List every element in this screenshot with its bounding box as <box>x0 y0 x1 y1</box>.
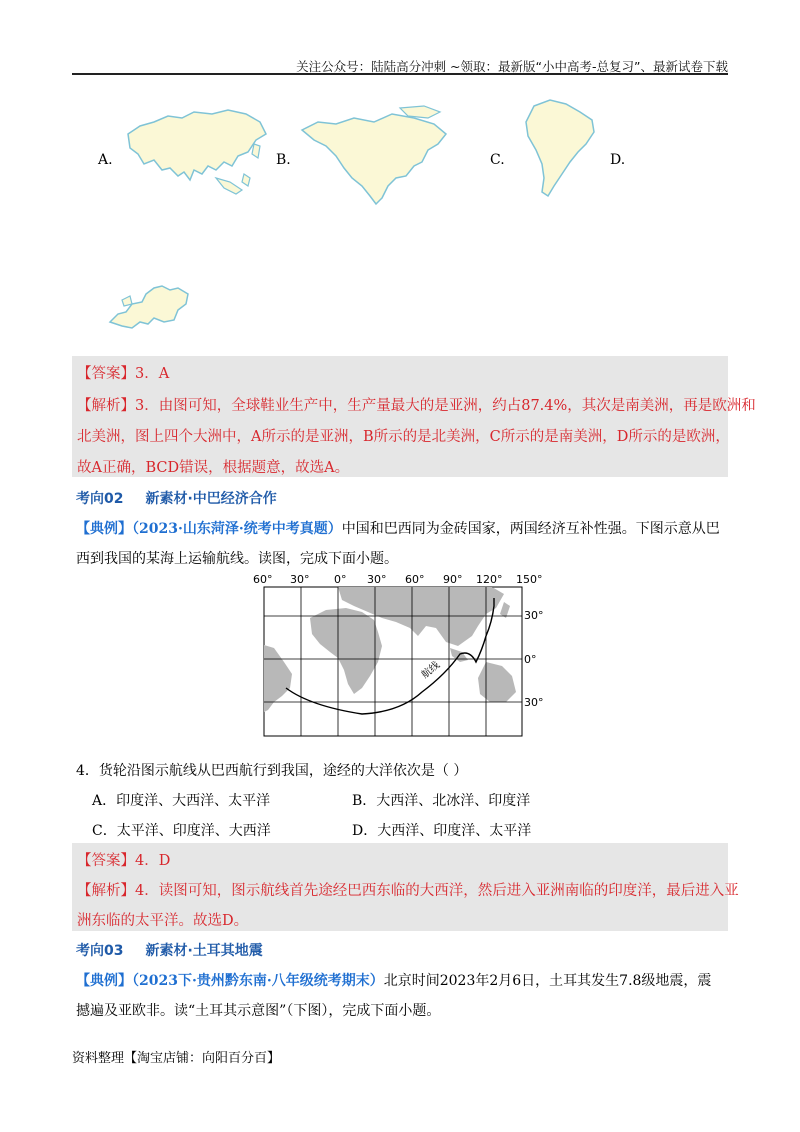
map-top-tick: 0° <box>334 573 347 586</box>
section-3-intro-line-2: 撼遍及亚欧非。读“土耳其示意图”（下图），完成下面小题。 <box>76 1003 441 1019</box>
route-label: 航线 <box>419 659 443 682</box>
q4-option-d[interactable] <box>352 820 531 840</box>
option-a-label: A. <box>98 152 113 168</box>
map-top-tick: 30° <box>290 573 310 586</box>
north-america-map-image <box>296 104 456 209</box>
example-tag: 【典例】 <box>76 521 132 537</box>
europe-map-image <box>104 280 194 334</box>
option-key: B． <box>352 793 377 809</box>
header-rule <box>72 73 728 75</box>
analysis-text: 4．读图可知，图示航线首先途经巴西东临的大西洋，然后进入亚洲南临的印度洋，最后进入亚 <box>135 883 739 899</box>
option-b-label: B. <box>276 152 291 168</box>
q4-stem: 4．货轮沿图示航线从巴西航行到我国，途经的大洋依次是（ ） <box>76 763 468 779</box>
q3-answer <box>77 362 169 383</box>
option-key: D． <box>352 823 378 839</box>
analysis-tag: 【解析】 <box>77 398 135 414</box>
section-label: 考向03 <box>76 943 124 959</box>
q4-answer <box>77 849 170 870</box>
map-right-tick: 30° <box>524 609 544 622</box>
map-right-tick: 30° <box>524 696 544 709</box>
header-text: 关注公众号：陆陆高分冲刺 ~领取：最新版“小中高考-总复习”、最新试卷下载 <box>296 59 728 74</box>
option-c-label: C. <box>490 152 505 168</box>
option-text: 大西洋、印度洋、太平洋 <box>377 823 532 839</box>
answer-tag: 【答案】 <box>77 853 135 869</box>
section-topic: 新素材·土耳其地震 <box>145 943 263 959</box>
q3-analysis-line-3: 故A正确，BCD错误，根据题意，故选A。 <box>77 460 350 476</box>
q3-analysis-line-1 <box>77 394 756 415</box>
map-top-tick: 60° <box>405 573 425 586</box>
option-text: 印度洋、大西洋、太平洋 <box>116 793 271 809</box>
section-2-intro-line-2: 西到我国的某海上运输航线。读图，完成下面小题。 <box>76 551 398 567</box>
analysis-tag: 【解析】 <box>77 883 135 899</box>
q4-analysis-line-1 <box>77 879 739 900</box>
answer-tag: 【答案】 <box>77 366 135 382</box>
map-frame <box>264 587 522 736</box>
option-key: A． <box>92 793 117 809</box>
map-top-tick: 30° <box>367 573 387 586</box>
map-top-tick: 150° <box>516 573 543 586</box>
asia-map-image <box>120 104 270 204</box>
q4-option-c[interactable] <box>92 820 271 840</box>
section-2-intro-line-1 <box>76 518 720 538</box>
q4-option-a[interactable] <box>92 790 270 810</box>
south-america-map-image <box>520 96 600 200</box>
map-top-tick: 120° <box>476 573 503 586</box>
section-3-title <box>76 940 263 960</box>
section-topic: 新素材·中巴经济合作 <box>145 491 277 507</box>
page-footer: 资料整理【淘宝店铺：向阳百分百】 <box>72 1051 281 1066</box>
answer-text: 4．D <box>135 853 171 869</box>
intro-text: 中国和巴西同为金砖国家，两国经济互补性强。下图示意从巴 <box>341 521 720 537</box>
option-text: 太平洋、印度洋、大西洋 <box>116 823 271 839</box>
option-text: 大西洋、北冰洋、印度洋 <box>376 793 531 809</box>
analysis-text: 3．由图可知，全球鞋业生产中，生产量最大的是亚洲，约占87.4%，其次是南美洲，再是欧洲和 <box>135 398 756 414</box>
q4-option-b[interactable] <box>352 790 530 810</box>
answer-text: 3．A <box>135 366 170 382</box>
section-label: 考向02 <box>76 491 124 507</box>
option-key: C． <box>92 823 117 839</box>
example-source: （2023下·贵州黔东南·八年级统考期末） <box>132 973 384 989</box>
route-map <box>250 570 550 742</box>
map-top-tick: 60° <box>253 573 273 586</box>
intro-text: 北京时间2023年2月6日，土耳其发生7.8级地震，震 <box>383 973 712 989</box>
map-top-tick: 90° <box>443 573 463 586</box>
map-right-tick: 0° <box>524 653 537 666</box>
example-tag: 【典例】 <box>76 973 132 989</box>
section-2-title <box>76 488 277 508</box>
q4-analysis-line-2: 洲东临的太平洋。故选D。 <box>77 913 249 929</box>
example-source: （2023·山东菏泽·统考中考真题） <box>132 521 342 537</box>
section-3-intro-line-1 <box>76 970 711 990</box>
option-d-label: D. <box>610 152 626 168</box>
q3-analysis-line-2: 北美洲，图上四个大洲中，A所示的是亚洲，B所示的是北美洲，C所示的是南美洲，D所示的是欧洲， <box>77 429 730 445</box>
